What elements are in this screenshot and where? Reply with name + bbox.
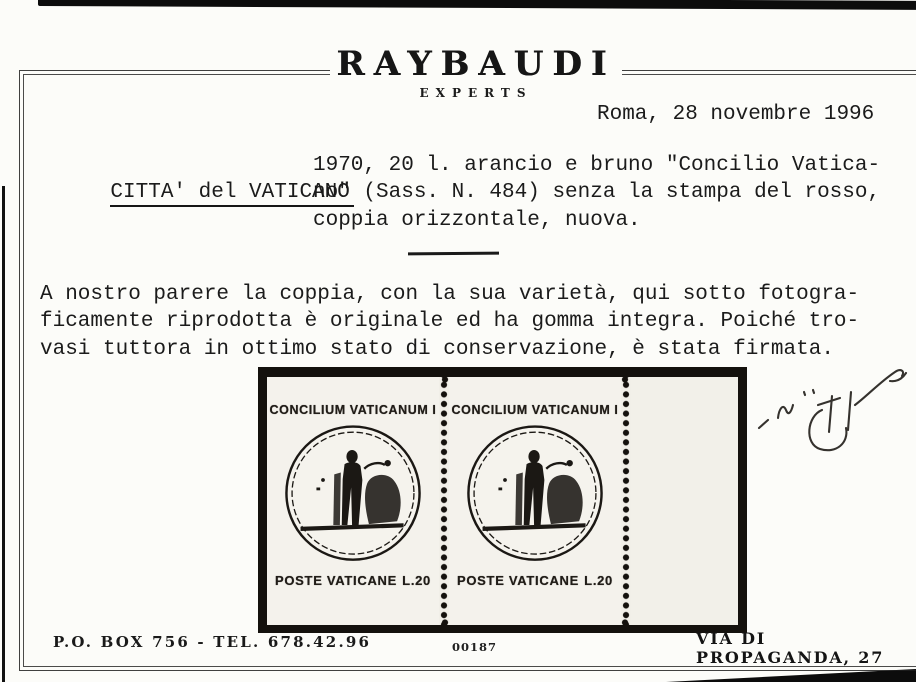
footer-address-right: VIA DI PROPAGANDA, 27 [696, 629, 885, 667]
expert-signature [752, 350, 916, 462]
stamp-value: L.20 [584, 573, 613, 588]
medallion-artwork-icon [460, 420, 610, 570]
brand-subtitle: EXPERTS [419, 86, 533, 100]
sheet-margin-selvage [631, 377, 738, 625]
stamp-inscription: CONCILIUM VATICANUM I [451, 403, 619, 417]
opinion-line: vasi tuttora in ottimo stato di conservazione, è stata firmata. [40, 337, 834, 361]
country-heading [60, 152, 354, 234]
opinion-line: A nostro parere la coppia, con la sua varietà, qui sotto fotogra- [40, 283, 860, 306]
stamp-photo-inner [267, 377, 738, 625]
perforation-column-middle [439, 377, 449, 625]
stamp-inscription: CONCILIUM VATICANUM I [269, 403, 437, 417]
opinion-line: ficamente riprodotta è originale ed ha gomma integra. Poiché tro- [40, 310, 860, 334]
stamp-footer [457, 573, 613, 588]
medallion-artwork-icon [278, 420, 428, 570]
description-line: no" (Sass. N. 484) senza la stampa del rosso, [313, 181, 881, 205]
stamp-photo [258, 367, 747, 633]
stamp-issuer: POSTE VATICANE [275, 573, 397, 588]
scan-edge-top [38, 0, 916, 10]
opinion-paragraph [40, 281, 859, 363]
footer-postal-code: 00187 [452, 640, 498, 654]
footer-address-left: P.O. BOX 756 - TEL. 678.42.96 [53, 633, 372, 651]
stamp-right [449, 377, 621, 625]
country-heading-text: CITTA' del VATICANO [110, 181, 353, 207]
description-paragraph [313, 152, 880, 234]
stamp-footer [275, 573, 431, 588]
stamp-issuer: POSTE VATICANE [457, 573, 579, 588]
stamp-left [267, 377, 439, 625]
stamp-value: L.20 [402, 573, 431, 588]
letterhead [330, 42, 622, 101]
description-line: coppia orizzontale, nuova. [313, 208, 641, 232]
scan-edge-left [2, 186, 5, 682]
perforation-column-right [621, 377, 631, 625]
description-line: 1970, 20 l. arancio e bruno "Concilio Vatica- [313, 154, 881, 177]
date-line: Roma, 28 novembre 1996 [597, 103, 875, 126]
brand-name: RAYBAUDI [336, 44, 616, 84]
